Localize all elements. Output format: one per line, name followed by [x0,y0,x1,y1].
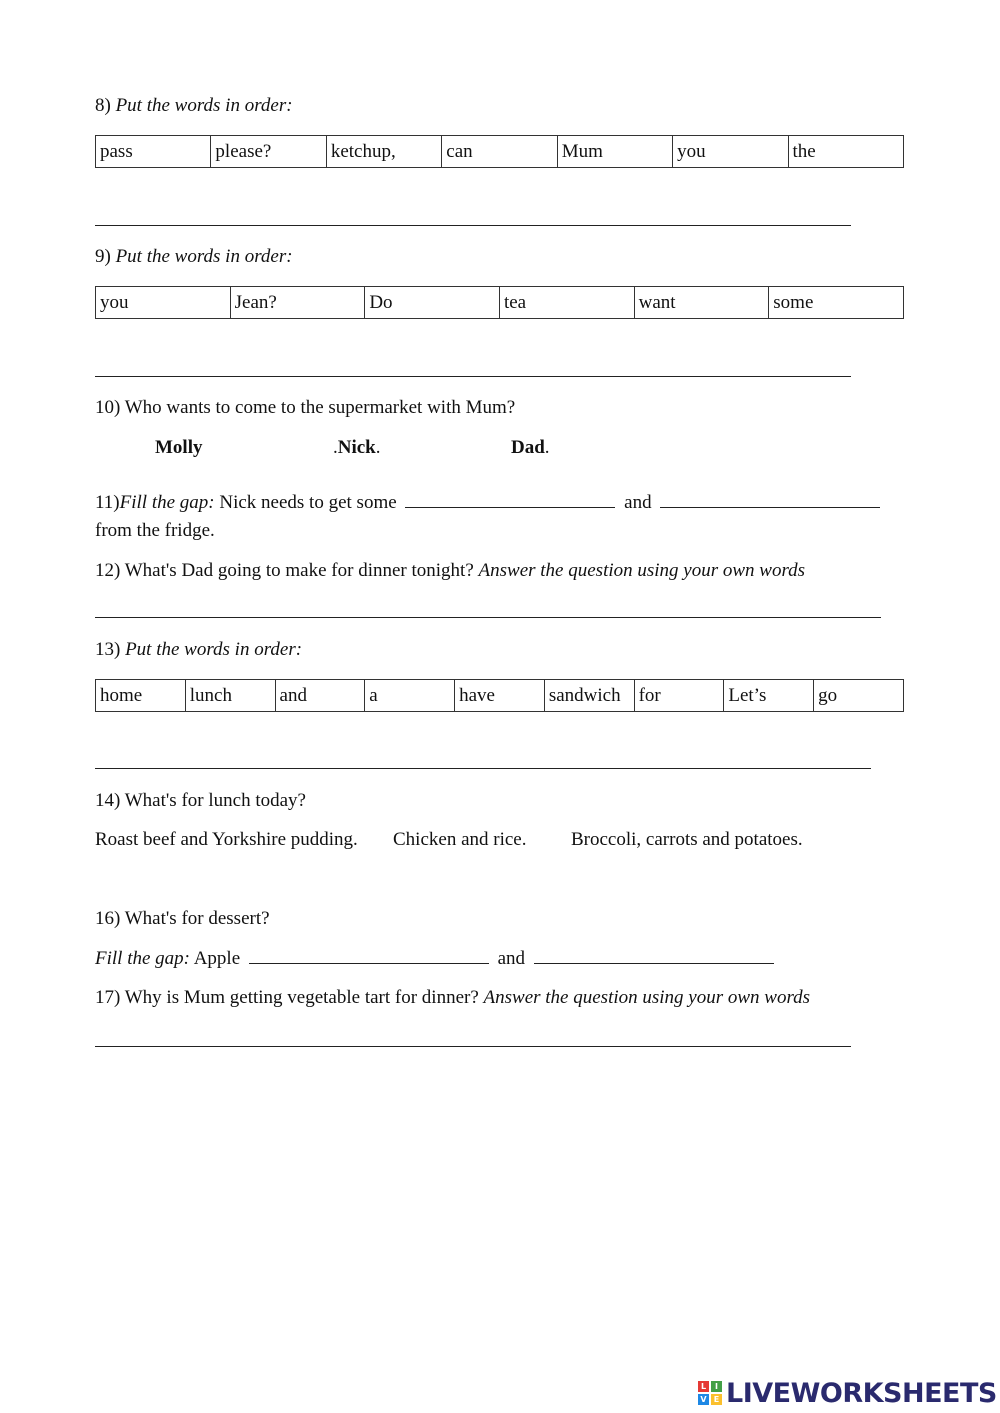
q11-gap-1[interactable] [405,506,615,508]
q8-word[interactable]: please? [211,136,326,168]
q17-heading [95,987,810,1010]
q14-question: 14) What's for lunch today? [95,790,306,811]
q8-heading [95,95,293,118]
q9-word[interactable]: Jean? [230,287,365,319]
q13-word[interactable]: go [814,680,904,712]
q9-answer-line[interactable] [95,376,851,377]
q16-text-before: Apple [193,948,241,969]
q13-word[interactable]: have [455,680,545,712]
q14-option-broccoli[interactable]: Broccoli, carrots and potatoes. [571,829,803,850]
logo-block: L [698,1381,709,1392]
q8-word[interactable]: can [442,136,557,168]
q8-word[interactable]: the [788,136,903,168]
q8-word[interactable]: pass [96,136,211,168]
q12-heading [95,560,805,583]
q17-answer-line[interactable] [95,1046,851,1047]
q11-text-before: Nick needs to get some [219,492,397,513]
q9-number: 9) [95,246,111,267]
q11-line [95,492,884,515]
q8-word[interactable]: you [673,136,788,168]
q9-word[interactable]: tea [499,287,634,319]
q13-word[interactable]: sandwich [544,680,634,712]
q12-instruction: Answer the question using your own words [478,560,806,581]
q14-option-roast-beef[interactable]: Roast beef and Yorkshire pudding. [95,829,358,850]
q9-word[interactable]: you [96,287,231,319]
q13-answer-line[interactable] [95,768,871,769]
q11-gap-2[interactable] [660,506,880,508]
q12-question: 12) What's Dad going to make for dinner tonight? [95,560,474,581]
q8-number: 8) [95,95,111,116]
logo-block: V [698,1394,709,1405]
q8-word-table [95,135,904,168]
q8-word[interactable]: Mum [557,136,672,168]
q10-option-molly[interactable]: Molly [155,437,203,458]
q13-number: 13) [95,639,121,660]
q13-word[interactable]: and [275,680,365,712]
q9-instruction: Put the words in order: [115,246,293,267]
logo-text: LIVEWORKSHEETS [726,1377,997,1409]
logo-blocks-icon [698,1381,722,1405]
q14-option-chicken[interactable]: Chicken and rice. [393,829,527,850]
q13-instruction: Put the words in order: [125,639,303,660]
q13-word[interactable]: Let’s [724,680,814,712]
q13-word-table [95,679,904,712]
q16-question: 16) What's for dessert? [95,908,270,929]
q8-answer-line[interactable] [95,225,851,226]
q16-conjunction: and [497,948,526,969]
q9-heading [95,246,293,269]
q10-question: 10) Who wants to come to the supermarket with Mum? [95,397,516,418]
q12-answer-line[interactable] [95,617,881,618]
q11-text-after: from the fridge. [95,520,215,541]
q9-word-table [95,286,904,319]
q9-word[interactable]: Do [365,287,500,319]
q11-conjunction: and [624,492,652,513]
q11-number: 11) [95,492,120,513]
q9-word[interactable]: some [769,287,904,319]
liveworksheets-logo [698,1377,997,1409]
q13-heading [95,639,302,662]
q8-word[interactable]: ketchup, [326,136,441,168]
q16-gap-1[interactable] [249,962,489,964]
q17-question: 17) Why is Mum getting vegetable tart for dinner? [95,987,479,1008]
q10-option-dad[interactable]: Dad. [511,437,550,458]
q17-instruction: Answer the question using your own words [483,987,811,1008]
q10-option-nick[interactable]: .Nick. [333,437,381,458]
q13-word[interactable]: lunch [185,680,275,712]
logo-block: I [711,1381,722,1392]
q8-instruction: Put the words in order: [115,95,293,116]
logo-block: E [711,1394,722,1405]
q9-word[interactable]: want [634,287,769,319]
q16-gap-2[interactable] [534,962,774,964]
q13-word[interactable]: a [365,680,455,712]
q13-word[interactable]: for [634,680,724,712]
q11-instruction: Fill the gap: [119,492,215,513]
q16-line [95,948,778,971]
q16-instruction: Fill the gap: [95,948,190,969]
q13-word[interactable]: home [96,680,186,712]
